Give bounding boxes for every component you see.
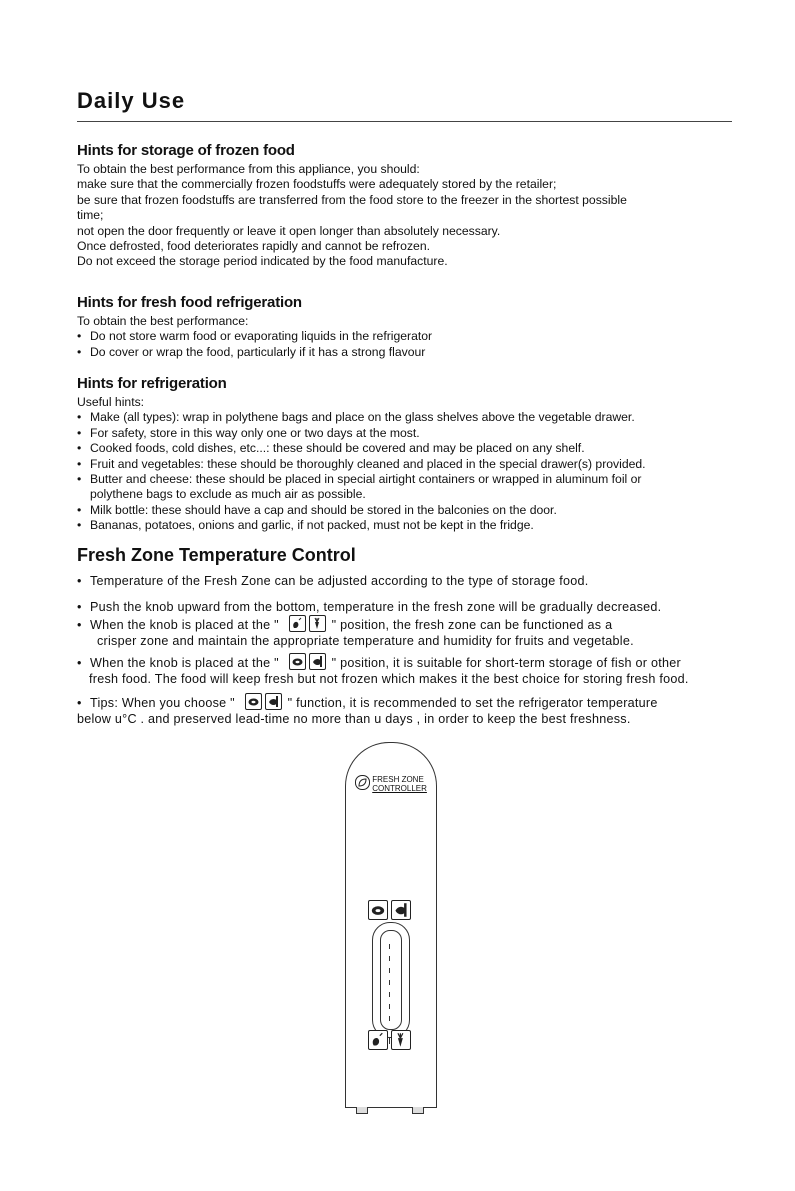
track-mark — [389, 980, 390, 985]
list-item: • Make (all types): wrap in polythene bags and place on the glass shelves above the vegetable drawer. — [77, 410, 635, 425]
list-item: • Do not store warm food or evaporating liquids in the refrigerator — [77, 329, 433, 344]
track-mark — [389, 956, 390, 961]
fruit-icon — [368, 1030, 388, 1050]
vegetable-icon — [391, 1030, 411, 1050]
frozen-line: time; — [77, 208, 104, 223]
refrigeration-heading: Hints for refrigeration — [77, 375, 227, 392]
frozen-line: make sure that the commercially frozen foodstuffs were adequately stored by the retailer; — [77, 177, 557, 192]
meat-icon — [368, 900, 388, 920]
controller-label: FRESH ZONE CONTROLLER — [355, 775, 427, 793]
controller-foot — [412, 1107, 424, 1114]
frozen-line: To obtain the best performance from this appliance, you should: — [77, 162, 420, 176]
list-item: • Milk bottle: these should have a cap and should be stored in the balconies on the door. — [77, 502, 557, 517]
list-item: • Do cover or wrap the food, particularly if it has a strong flavour — [77, 344, 426, 359]
fresh-food-heading: Hints for fresh food refrigeration — [77, 294, 302, 311]
list-item-continuation: fresh food. The food will keep fresh but not frozen which makes it the best choice for storing fresh food. — [89, 671, 689, 686]
track-mark — [389, 968, 390, 973]
fish-icon — [391, 900, 411, 920]
frozen-food-heading: Hints for storage of frozen food — [77, 142, 295, 159]
tips-continuation: below u°C . and preserved lead-time no more than u days , in order to keep the best freshness. — [77, 711, 631, 726]
fish-icon — [309, 653, 326, 670]
fruit-icon — [289, 615, 306, 632]
track-mark — [389, 944, 390, 949]
list-item-continuation: crisper zone and maintain the appropriate temperature and humidity for fruits and vegetable. — [97, 633, 634, 648]
knob-slot[interactable] — [380, 930, 402, 1030]
controller-bottom-icons — [368, 1030, 411, 1050]
list-item: • Butter and cheese: these should be placed in special airtight containers or wrapped in aluminum foil or — [77, 472, 642, 487]
track-mark — [389, 992, 390, 997]
refrigeration-text — [77, 395, 646, 534]
page-title: Daily Use — [77, 88, 186, 113]
frozen-line: Once defrosted, food deteriorates rapidly and cannot be refrozen. — [77, 239, 430, 254]
tips-item: • Tips: When you choose " " function, it is recommended to set the refrigerator temperature — [77, 693, 777, 712]
list-item: • When the knob is placed at the " " position, the fresh zone can be functioned as a — [77, 615, 777, 634]
fresh-zone-heading: Fresh Zone Temperature Control — [77, 545, 356, 565]
fish-icon — [265, 693, 282, 710]
track-mark — [389, 1016, 390, 1021]
fresh-zone-text — [77, 574, 777, 727]
refrigeration-intro: Useful hints: — [77, 395, 145, 409]
leaf-icon — [355, 775, 370, 790]
vegetable-icon — [309, 615, 326, 632]
meat-icon — [245, 693, 262, 710]
list-item: • Cooked foods, cold dishes, etc...: these should be covered and may be placed on any shelf. — [77, 441, 585, 456]
meat-icon — [289, 653, 306, 670]
list-item: • Bananas, potatoes, onions and garlic, if not packed, must not be kept in the fridge. — [77, 518, 534, 533]
list-item-continuation: polythene bags to exclude as much air as possible. — [90, 487, 366, 502]
fresh-food-intro: To obtain the best performance: — [77, 314, 249, 328]
list-item: • Fruit and vegetables: these should be thoroughly cleaned and placed in the special drawer(s) provided. — [77, 456, 646, 471]
list-item: • When the knob is placed at the " " position, it is suitable for short-term storage of fish or other — [77, 653, 777, 672]
fruit-veg-icon-pair — [289, 615, 326, 632]
controller-top-icons — [368, 900, 411, 920]
list-item: • For safety, store in this way only one or two days at the most. — [77, 425, 420, 440]
list-item: • Temperature of the Fresh Zone can be adjusted according to the type of storage food. — [77, 574, 589, 588]
frozen-food-text — [77, 162, 627, 270]
frozen-line: be sure that frozen foodstuffs are transferred from the food store to the freezer in the shortest possible — [77, 192, 627, 207]
meat-fish-icon-pair — [289, 653, 326, 670]
track-mark — [389, 1004, 390, 1009]
title-divider — [77, 121, 732, 122]
frozen-line: Do not exceed the storage period indicated by the food manufacture. — [77, 254, 448, 269]
fresh-food-text — [77, 314, 432, 360]
list-item: • Push the knob upward from the bottom, temperature in the fresh zone will be gradually decreased. — [77, 599, 662, 614]
meat-fish-icon-pair — [245, 693, 282, 710]
controller-foot — [356, 1107, 368, 1114]
frozen-line: not open the door frequently or leave it open longer than absolutely necessary. — [77, 223, 501, 238]
